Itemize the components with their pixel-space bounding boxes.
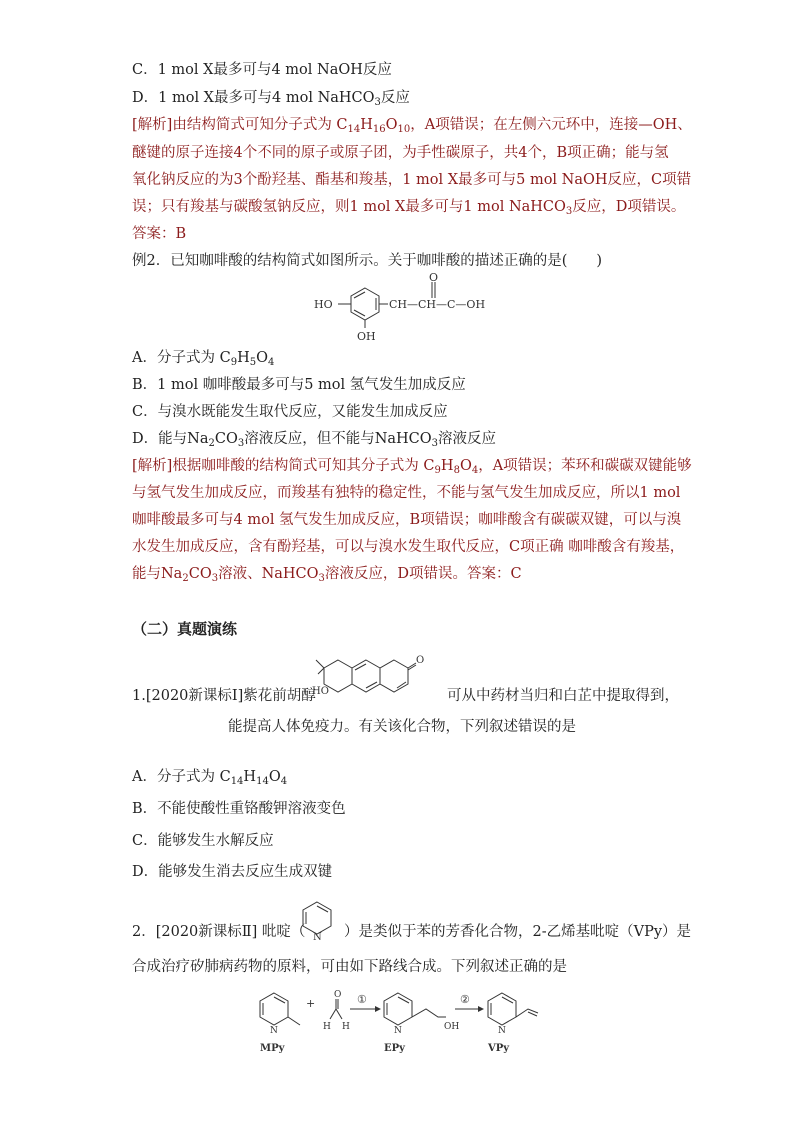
q1-line2: 能提高人体免疫力。有关该化合物，下列叙述错误的是 (228, 719, 576, 735)
chain-label: CH—CH—C—OH (389, 298, 486, 311)
pyridine-n-label: N (313, 932, 322, 942)
mpy-n: N (270, 1026, 278, 1036)
analysis-line-4: 误；只有羧基与碳酸氢钠反应，则1 mol X最多可与1 mol NaHCO$_3$反应，D项错误。 (132, 199, 686, 217)
analysis-line-1: [解析]由结构简式可知分子式为 $C_{14}H_{16}O_{10}$，A项错误；在左侧六元环中，连接—OH、 (132, 117, 692, 135)
q2-prefix: 2．[2020新课标Ⅱ] 吡啶（ (132, 924, 306, 940)
coumarin-structure (310, 648, 430, 706)
ex2-option-d: D．能与$Na_2CO_3$溶液反应，但不能与NaHCO$_3$溶液反应 (132, 431, 497, 449)
ex2-analysis-2: 与氢气发生加成反应，而羧基有独特的稳定性，不能与氢气发生加成反应，所以1 mol (132, 485, 681, 501)
q1-option-b: B．不能使酸性重铬酸钾溶液变色 (132, 801, 346, 817)
step-1: ① (357, 993, 367, 1006)
q1-option-d: D．能够发生消去反应生成双键 (132, 864, 333, 880)
example2-question: 例2．已知咖啡酸的结构简式如图所示。关于咖啡酸的描述正确的是( ) (132, 253, 603, 269)
analysis-line-3: 氧化钠反应的为3个酚羟基、酯基和羧基，1 mol X最多可与5 mol NaOH反应，C项错 (132, 172, 692, 188)
q2-line2: 合成治疗矽肺病药物的原料，可由如下路线合成。下列叙述正确的是 (132, 959, 567, 975)
coumarin-ho-label: HO (312, 686, 329, 697)
epy-label: EPy (384, 1043, 405, 1054)
q1-option-c: C．能够发生水解反应 (132, 833, 274, 849)
q1-suffix: 可从中药材当归和白芷中提取得到， (447, 688, 679, 704)
o-label: O (429, 272, 439, 284)
option-c: C．1 mol X最多可与4 mol NaOH反应 (132, 62, 392, 78)
formaldehyde-h1: H (323, 1022, 331, 1032)
q1-option-a: A．分子式为 $C_{14}H_{14}O_4$ (132, 769, 288, 787)
ex2-analysis-1: [解析]根据咖啡酸的结构简式可知其分子式为 $C_9H_8O_4$，A项错误；苯环和碳碳双键能够 (132, 458, 692, 476)
caffeic-acid-structure (310, 272, 500, 344)
mpy-label: MPy (260, 1043, 285, 1054)
formaldehyde-o: O (334, 990, 342, 1000)
section-title: （二）真题演练 (132, 620, 238, 638)
pyridine-structure (297, 898, 337, 942)
ex2-analysis-5: 能与$Na_2CO_3$溶液、NaHCO$_3$溶液反应，D项错误。答案：C (132, 566, 522, 584)
vpy-label: VPy (488, 1043, 510, 1054)
formaldehyde-h2: H (342, 1022, 350, 1032)
q1-prefix: 1.[2020新课标Ⅰ]紫花前胡醇 (132, 688, 316, 704)
ex2-option-a: A．分子式为 $C_9H_5O_4$ (132, 350, 275, 368)
q2-suffix: ）是类似于苯的芳香化合物，2-乙烯基吡啶（VPy）是 (344, 924, 692, 940)
epy-oh: OH (444, 1022, 460, 1032)
epy-n: N (394, 1026, 402, 1036)
vpy-n: N (498, 1026, 506, 1036)
option-d: D．1 mol X最多可与4 mol NaHCO$_3$反应 (132, 90, 410, 108)
ex2-option-c: C．与溴水既能发生取代反应，又能发生加成反应 (132, 404, 448, 420)
synthesis-scheme (250, 985, 550, 1060)
ex2-option-b: B．1 mol 咖啡酸最多可与5 mol 氢气发生加成反应 (132, 377, 466, 393)
analysis-line-2: 醚键的原子连接4个不同的原子或原子团，为手性碳原子，共4个，B项正确；能与氢 (132, 145, 669, 161)
ex2-analysis-4: 水发生加成反应，含有酚羟基，可以与溴水发生取代反应，C项正确 咖啡酸含有羧基， (132, 539, 685, 555)
step-2: ② (460, 993, 470, 1006)
ex2-analysis-3: 咖啡酸最多可与4 mol 氢气发生加成反应，B项错误；咖啡酸含有碳碳双键，可以与溴 (132, 512, 682, 528)
plus-sign: + (306, 997, 316, 1010)
coumarin-o-label: O (416, 655, 425, 666)
answer: 答案：B (132, 226, 187, 242)
oh-label: OH (357, 330, 376, 343)
ho-label: HO (314, 298, 333, 311)
